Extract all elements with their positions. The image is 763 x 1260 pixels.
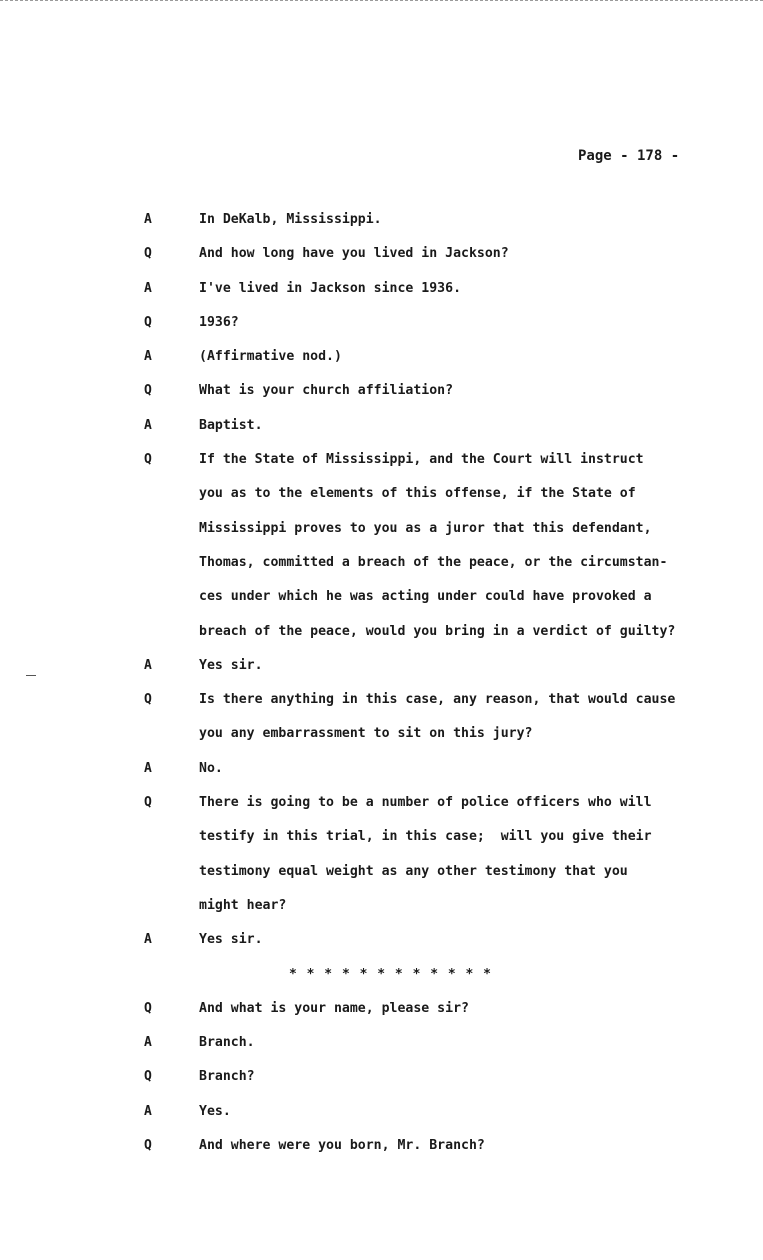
transcript-entry	[0, 1026, 763, 1060]
speaker-label: Q	[144, 1069, 152, 1085]
transcript-body	[0, 203, 763, 1163]
speaker-label: Q	[144, 692, 152, 708]
transcript-entry	[0, 752, 763, 786]
transcript-entry	[0, 237, 763, 271]
testimony-text: Yes.	[199, 1103, 231, 1119]
section-separator: * * * * * * * * * * * *	[289, 966, 493, 982]
transcript-entry	[0, 992, 763, 1026]
transcript-entry	[0, 203, 763, 237]
transcript-entry	[0, 923, 763, 957]
testimony-text: There is going to be a number of police officers who will testify in this trial, in this case; will you give their testimony equal weight as any other testimony that you might hear?	[199, 795, 652, 913]
speaker-label: A	[144, 657, 152, 673]
speaker-label: Q	[144, 1000, 152, 1016]
transcript-entry	[0, 374, 763, 408]
speaker-label: Q	[144, 246, 152, 262]
page-top-edge	[0, 0, 763, 4]
transcript-entry	[0, 443, 763, 649]
speaker-label: Q	[144, 1138, 152, 1154]
testimony-text: I've lived in Jackson since 1936.	[199, 280, 462, 296]
speaker-label: A	[144, 280, 152, 296]
speaker-label: A	[144, 349, 152, 365]
transcript-entry	[0, 272, 763, 306]
speaker-label: Q	[144, 795, 152, 811]
speaker-label: A	[144, 417, 152, 433]
transcript-entry	[0, 1129, 763, 1163]
testimony-text: And what is your name, please sir?	[199, 1000, 469, 1016]
testimony-text: Baptist.	[199, 417, 263, 433]
testimony-text: And where were you born, Mr. Branch?	[199, 1138, 485, 1154]
testimony-text: Branch.	[199, 1035, 255, 1051]
page-number: Page - 178 -	[578, 148, 680, 164]
testimony-text: No.	[199, 760, 223, 776]
testimony-text: Yes sir.	[199, 932, 263, 948]
speaker-label: A	[144, 212, 152, 227]
testimony-text: 1936?	[199, 314, 239, 330]
testimony-text: Yes sir.	[199, 657, 263, 673]
testimony-text: Is there anything in this case, any reason, that would cause you any embarrassment to sit on this jury?	[199, 692, 676, 742]
speaker-label: A	[144, 932, 152, 948]
transcript-entry	[0, 409, 763, 443]
speaker-label: A	[144, 1035, 152, 1051]
speaker-label: Q	[144, 314, 152, 330]
transcript-entry	[0, 340, 763, 374]
speaker-label: Q	[144, 383, 152, 399]
transcript-entry	[0, 649, 763, 683]
transcript-entry	[0, 1060, 763, 1094]
testimony-text: If the State of Mississippi, and the Court will instruct you as to the elements of this offense, if the State of Mississippi proves to you as a juror that this defendant, Thomas, committed a breach of the peace, or the circumstan- ces under which he was acting under could have provoked a breach of the peace, would you bring in a verdict of guilty?	[199, 452, 676, 639]
speaker-label: A	[144, 760, 152, 776]
transcript-entry	[0, 306, 763, 340]
transcript-entry	[0, 1095, 763, 1129]
testimony-text: What is your church affiliation?	[199, 383, 454, 399]
speaker-label: A	[144, 1103, 152, 1119]
transcript-entry	[0, 786, 763, 923]
testimony-text: And how long have you lived in Jackson?	[199, 246, 509, 262]
speaker-label: Q	[144, 452, 152, 468]
testimony-text: (Affirmative nod.)	[199, 349, 342, 365]
transcript-entry	[0, 683, 763, 752]
testimony-text: Branch?	[199, 1069, 255, 1085]
testimony-text: In DeKalb, Mississippi.	[199, 212, 382, 227]
